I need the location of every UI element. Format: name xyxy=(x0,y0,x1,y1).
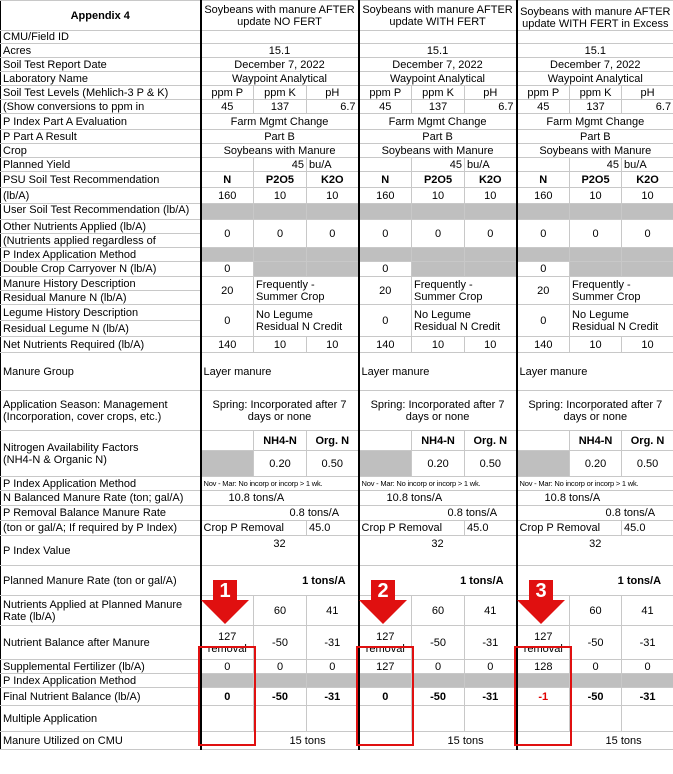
legume-hist-desc: No Legume Residual N Credit xyxy=(412,305,517,337)
crop-p-removal-value: 45.0 xyxy=(307,521,359,536)
nut-balance-p: -50 xyxy=(412,626,465,660)
p-removal-row-a xyxy=(1,506,673,521)
soil-value: 45 xyxy=(359,100,412,114)
manure-util-label: Manure Utilized on CMU xyxy=(1,732,201,750)
cmu-row xyxy=(1,31,673,44)
psu-rec-value: 160 xyxy=(359,188,412,204)
highlight-box-1 xyxy=(198,646,256,746)
final-balance-p: -50 xyxy=(412,688,465,706)
manure-resid-value: 20 xyxy=(359,277,412,305)
multi-app-label: Multiple Application xyxy=(1,706,201,732)
other-nut-note: (Nutrients applied regardless of xyxy=(1,234,201,248)
lab-value: Waypoint Analytical xyxy=(517,72,673,86)
pindex-method-label: P Index Application Method xyxy=(1,477,201,491)
final-balance-k: -31 xyxy=(465,688,517,706)
n-avail-label: Nitrogen Availability Factors (NH4-N & Organic N) xyxy=(1,431,201,477)
nut-balance-k: -31 xyxy=(465,626,517,660)
legume-hist-desc: No Legume Residual N Credit xyxy=(254,305,359,337)
nut-applied-value: 41 xyxy=(307,596,359,626)
crop-p-removal-value: 45.0 xyxy=(465,521,517,536)
p-removal-row-b xyxy=(1,521,673,536)
part-value: Part B xyxy=(517,130,673,144)
n-head: NH4-N xyxy=(570,431,622,451)
legume-resid-value: 0 xyxy=(517,305,570,337)
double-crop-value: 0 xyxy=(201,262,254,277)
n-head: Org. N xyxy=(465,431,517,451)
manure-group-row xyxy=(1,353,673,391)
crop-value: Soybeans with Manure xyxy=(517,144,673,158)
pindex-method-row-2 xyxy=(1,477,673,491)
n-value: 0.20 xyxy=(570,451,622,477)
soil-head: pH xyxy=(307,86,359,100)
final-balance-p: -50 xyxy=(570,688,622,706)
manure-hist-desc: Frequently - Summer Crop xyxy=(254,277,359,305)
nut-applied-value: 60 xyxy=(254,596,307,626)
planned-rate-value: 1 tons/A xyxy=(359,566,517,596)
app-season-label: Application Season: Management (Incorporation, cover crops, etc.) xyxy=(1,391,201,431)
n-value: 0.50 xyxy=(307,451,359,477)
manure-hist-label: Manure History Description xyxy=(1,277,201,291)
annotation-number-3: 3 xyxy=(535,580,547,602)
multi-app-row xyxy=(1,706,673,732)
other-nut-value: 0 xyxy=(307,220,359,248)
double-crop-value: 0 xyxy=(517,262,570,277)
final-balance-k: -31 xyxy=(307,688,359,706)
n-avail-row-a xyxy=(1,431,673,451)
soil-value: 137 xyxy=(254,100,307,114)
soil-conv-label: (Show conversions to ppm in xyxy=(1,100,201,114)
psu-rec-value: 10 xyxy=(465,188,517,204)
soil-date-value: December 7, 2022 xyxy=(201,58,359,72)
other-nut-value: 0 xyxy=(359,220,412,248)
highlight-box-3 xyxy=(514,646,572,746)
part-value: Part B xyxy=(201,130,359,144)
final-balance-n: -1 xyxy=(517,688,570,706)
n-value: 0.20 xyxy=(412,451,465,477)
net-req-row xyxy=(1,337,673,353)
soil-value: 6.7 xyxy=(465,100,517,114)
nut-balance-k: -31 xyxy=(307,626,359,660)
legume-resid-value: 0 xyxy=(359,305,412,337)
soil-levels-label: Soil Test Levels (Mehlich-3 P & K) xyxy=(1,86,201,100)
crop-p-removal-label: Crop P Removal xyxy=(201,521,307,536)
nutrient-head: K2O xyxy=(465,172,517,188)
other-nut-value: 0 xyxy=(254,220,307,248)
n-balanced-row xyxy=(1,491,673,506)
n-balanced-value: 10.8 tons/A xyxy=(517,491,673,506)
acres-row xyxy=(1,44,673,58)
pindex-a-label: P Index Part A Evaluation xyxy=(1,114,201,130)
n-value: 0.20 xyxy=(254,451,307,477)
yield-value: 45 xyxy=(412,158,465,172)
psu-rec-value: 10 xyxy=(254,188,307,204)
net-req-value: 10 xyxy=(307,337,359,353)
app-season-value: Spring: Incorporated after 7 days or none xyxy=(517,391,673,431)
other-nut-value: 0 xyxy=(201,220,254,248)
pindex-a-value: Farm Mgmt Change xyxy=(517,114,673,130)
manure-hist-desc: Frequently - Summer Crop xyxy=(412,277,517,305)
nut-balance-n: 127 removal xyxy=(517,626,570,660)
net-req-label: Net Nutrients Required (lb/A) xyxy=(1,337,201,353)
pindex-method-row xyxy=(1,248,673,262)
nut-applied-value: 60 xyxy=(412,596,465,626)
n-head: NH4-N xyxy=(254,431,307,451)
pindex-a-result-label: P Part A Result xyxy=(1,130,201,144)
crop-p-removal-value: 45.0 xyxy=(622,521,673,536)
pindex-a-value: Farm Mgmt Change xyxy=(359,114,517,130)
app-season-value: Spring: Incorporated after 7 days or none xyxy=(359,391,517,431)
pindex-a-row xyxy=(1,114,673,130)
final-balance-p: -50 xyxy=(254,688,307,706)
app-season-value: Spring: Incorporated after 7 days or none xyxy=(201,391,359,431)
soil-value: 45 xyxy=(201,100,254,114)
other-nut-value: 0 xyxy=(570,220,622,248)
legume-hist-row-a xyxy=(1,305,673,321)
soil-values-row xyxy=(1,100,673,114)
manure-util-row xyxy=(1,732,673,750)
supp-fert-n: 0 xyxy=(201,660,254,674)
double-crop-value: 0 xyxy=(359,262,412,277)
scenario-2-title: Soybeans with manure AFTER update WITH FERT xyxy=(359,1,517,31)
manure-group-value: Layer manure xyxy=(359,353,517,391)
final-balance-n: 0 xyxy=(201,688,254,706)
p-removal-value: 0.8 tons/A xyxy=(359,506,517,521)
crop-p-removal-label: Crop P Removal xyxy=(517,521,622,536)
soil-date-label: Soil Test Report Date xyxy=(1,58,201,72)
supp-fert-n: 127 xyxy=(359,660,412,674)
manure-util-value: 15 tons xyxy=(517,732,673,750)
net-req-value: 140 xyxy=(201,337,254,353)
manure-group-value: Layer manure xyxy=(517,353,673,391)
n-head: Org. N xyxy=(307,431,359,451)
soil-value: 6.7 xyxy=(622,100,673,114)
nut-balance-k: -31 xyxy=(622,626,673,660)
psu-rec-value: 10 xyxy=(570,188,622,204)
annotation-number-2: 2 xyxy=(377,580,389,602)
soil-value: 137 xyxy=(412,100,465,114)
n-head: Org. N xyxy=(622,431,673,451)
soil-levels-row xyxy=(1,86,673,100)
legume-resid-label: Residual Legume N (lb/A) xyxy=(1,321,201,337)
lab-value: Waypoint Analytical xyxy=(201,72,359,86)
planned-rate-row xyxy=(1,566,673,596)
manure-hist-desc: Frequently - Summer Crop xyxy=(570,277,673,305)
planned-rate-value: 1 tons/A xyxy=(517,566,673,596)
n-balanced-value: 10.8 tons/A xyxy=(201,491,359,506)
net-req-value: 10 xyxy=(622,337,673,353)
crop-label: Crop xyxy=(1,144,201,158)
supp-fert-p: 0 xyxy=(412,660,465,674)
pindex-a-result-row xyxy=(1,130,673,144)
soil-head: ppm K xyxy=(570,86,622,100)
soil-head: ppm P xyxy=(201,86,254,100)
n-balanced-value: 10.8 tons/A xyxy=(359,491,517,506)
scenario-1-title: Soybeans with manure AFTER update NO FERT xyxy=(201,1,359,31)
legume-hist-desc: No Legume Residual N Credit xyxy=(570,305,673,337)
psu-rec-value: 10 xyxy=(412,188,465,204)
nut-applied-value: 60 xyxy=(570,596,622,626)
planned-rate-label: Planned Manure Rate (ton or gal/A) xyxy=(1,566,201,596)
yield-row xyxy=(1,158,673,172)
legume-resid-value: 0 xyxy=(201,305,254,337)
psu-rec-row xyxy=(1,188,673,204)
net-req-value: 140 xyxy=(359,337,412,353)
psu-rec-value: 160 xyxy=(201,188,254,204)
nutrient-head: K2O xyxy=(307,172,359,188)
lab-label: Laboratory Name xyxy=(1,72,201,86)
net-req-value: 10 xyxy=(570,337,622,353)
net-req-value: 10 xyxy=(465,337,517,353)
app-season-row xyxy=(1,391,673,431)
acres-label: Acres xyxy=(1,44,201,58)
user-rec-label: User Soil Test Recommendation (lb/A) xyxy=(1,204,201,220)
final-balance-row xyxy=(1,688,673,706)
nutrient-head: N xyxy=(201,172,254,188)
nutrient-head: P2O5 xyxy=(254,172,307,188)
p-removal-value: 0.8 tons/A xyxy=(201,506,359,521)
manure-util-value: 15 tons xyxy=(201,732,359,750)
cmu-label: CMU/Field ID xyxy=(1,31,201,44)
nut-applied-value: 41 xyxy=(622,596,673,626)
yield-label: Planned Yield xyxy=(1,158,201,172)
psu-unit-label: (lb/A) xyxy=(1,188,201,204)
nut-applied-row xyxy=(1,596,673,626)
other-nut-value: 0 xyxy=(465,220,517,248)
nut-balance-p: -50 xyxy=(254,626,307,660)
p-removal-note: (ton or gal/A; If required by P Index) xyxy=(1,521,201,536)
soil-head: pH xyxy=(622,86,673,100)
pindex-method-value: Nov - Mar: No incorp or incorp > 1 wk. xyxy=(517,477,673,491)
soil-date-value: December 7, 2022 xyxy=(359,58,517,72)
final-balance-k: -31 xyxy=(622,688,673,706)
pindex-value-row xyxy=(1,536,673,566)
manure-resid-value: 20 xyxy=(201,277,254,305)
supp-fert-k: 0 xyxy=(465,660,517,674)
other-nut-value: 0 xyxy=(412,220,465,248)
supp-fert-label: Supplemental Fertilizer (lb/A) xyxy=(1,660,201,674)
p-removal-value: 0.8 tons/A xyxy=(517,506,673,521)
supp-fert-p: 0 xyxy=(570,660,622,674)
p-removal-label: P Removal Balance Manure Rate xyxy=(1,506,201,521)
pindex-method-label: P Index Application Method xyxy=(1,248,201,262)
yield-unit: bu/A xyxy=(465,158,517,172)
nut-balance-n: 127 removal xyxy=(359,626,412,660)
supp-fert-p: 0 xyxy=(254,660,307,674)
supp-fert-row xyxy=(1,660,673,674)
other-nut-label: Other Nutrients Applied (lb/A) xyxy=(1,220,201,234)
final-balance-label: Final Nutrient Balance (lb/A) xyxy=(1,688,201,706)
n-value: 0.50 xyxy=(465,451,517,477)
n-balanced-label: N Balanced Manure Rate (ton; gal/A) xyxy=(1,491,201,506)
nut-applied-label: Nutrients Applied at Planned Manure Rate (lb/A) xyxy=(1,596,201,626)
crop-value: Soybeans with Manure xyxy=(201,144,359,158)
soil-head: ppm P xyxy=(359,86,412,100)
double-crop-row xyxy=(1,262,673,277)
net-req-value: 10 xyxy=(254,337,307,353)
net-req-value: 10 xyxy=(412,337,465,353)
nutrient-head: P2O5 xyxy=(412,172,465,188)
pindex-a-value: Farm Mgmt Change xyxy=(201,114,359,130)
pindex-value: 32 xyxy=(517,536,673,566)
soil-value: 137 xyxy=(570,100,622,114)
lab-row xyxy=(1,72,673,86)
supp-fert-k: 0 xyxy=(622,660,673,674)
n-head: NH4-N xyxy=(412,431,465,451)
soil-date-row xyxy=(1,58,673,72)
nut-balance-label: Nutrient Balance after Manure xyxy=(1,626,201,660)
other-nut-value: 0 xyxy=(622,220,673,248)
manure-group-label: Manure Group xyxy=(1,353,201,391)
crop-value: Soybeans with Manure xyxy=(359,144,517,158)
pindex-value: 32 xyxy=(359,536,517,566)
appendix-title: Appendix 4 xyxy=(1,1,201,31)
nut-balance-n: 127 removal xyxy=(201,626,254,660)
header-row xyxy=(1,1,673,31)
pindex-value: 32 xyxy=(201,536,359,566)
nutrient-head: N xyxy=(517,172,570,188)
other-nut-row-a xyxy=(1,220,673,234)
yield-value: 45 xyxy=(570,158,622,172)
manure-group-value: Layer manure xyxy=(201,353,359,391)
double-crop-label: Double Crop Carryover N (lb/A) xyxy=(1,262,201,277)
scenario-3-title: Soybeans with manure AFTER update WITH FERT in Excess xyxy=(517,1,673,31)
highlight-box-2 xyxy=(356,646,414,746)
crop-p-removal-label: Crop P Removal xyxy=(359,521,465,536)
part-value: Part B xyxy=(359,130,517,144)
yield-value: 45 xyxy=(254,158,307,172)
psu-rec-value: 10 xyxy=(622,188,673,204)
soil-head: ppm K xyxy=(412,86,465,100)
soil-head: ppm P xyxy=(517,86,570,100)
soil-value: 6.7 xyxy=(307,100,359,114)
n-value: 0.50 xyxy=(622,451,673,477)
user-rec-row xyxy=(1,204,673,220)
pindex-method-label: P Index Application Method xyxy=(1,674,201,688)
planned-rate-value: 1 tons/A xyxy=(201,566,359,596)
pindex-method-row-3 xyxy=(1,674,673,688)
soil-value: 45 xyxy=(517,100,570,114)
soil-head: ppm K xyxy=(254,86,307,100)
pindex-method-value: Nov - Mar: No incorp or incorp > 1 wk. xyxy=(201,477,359,491)
psu-rec-head-row xyxy=(1,172,673,188)
legume-hist-label: Legume History Description xyxy=(1,305,201,321)
nutrient-head: N xyxy=(359,172,412,188)
psu-rec-value: 10 xyxy=(307,188,359,204)
annotation-number-1: 1 xyxy=(219,580,231,602)
acres-value: 15.1 xyxy=(359,44,517,58)
nutrient-head: P2O5 xyxy=(570,172,622,188)
nutrient-head: K2O xyxy=(622,172,673,188)
psu-rec-label: PSU Soil Test Recommendation xyxy=(1,172,201,188)
manure-resid-label: Residual Manure N (lb/A) xyxy=(1,291,201,305)
supp-fert-n: 128 xyxy=(517,660,570,674)
net-req-value: 140 xyxy=(517,337,570,353)
nut-balance-row xyxy=(1,626,673,660)
lab-value: Waypoint Analytical xyxy=(359,72,517,86)
acres-value: 15.1 xyxy=(517,44,673,58)
crop-row xyxy=(1,144,673,158)
manure-hist-row-a xyxy=(1,277,673,291)
final-balance-n: 0 xyxy=(359,688,412,706)
yield-unit: bu/A xyxy=(307,158,359,172)
soil-head: pH xyxy=(465,86,517,100)
manure-resid-value: 20 xyxy=(517,277,570,305)
supp-fert-k: 0 xyxy=(307,660,359,674)
psu-rec-value: 160 xyxy=(517,188,570,204)
other-nut-value: 0 xyxy=(517,220,570,248)
acres-value: 15.1 xyxy=(201,44,359,58)
manure-util-value: 15 tons xyxy=(359,732,517,750)
pindex-method-value: Nov - Mar: No incorp or incorp > 1 wk. xyxy=(359,477,517,491)
pindex-value-label: P Index Value xyxy=(1,536,201,566)
nut-balance-p: -50 xyxy=(570,626,622,660)
soil-date-value: December 7, 2022 xyxy=(517,58,673,72)
nut-applied-value: 41 xyxy=(465,596,517,626)
yield-unit: bu/A xyxy=(622,158,673,172)
